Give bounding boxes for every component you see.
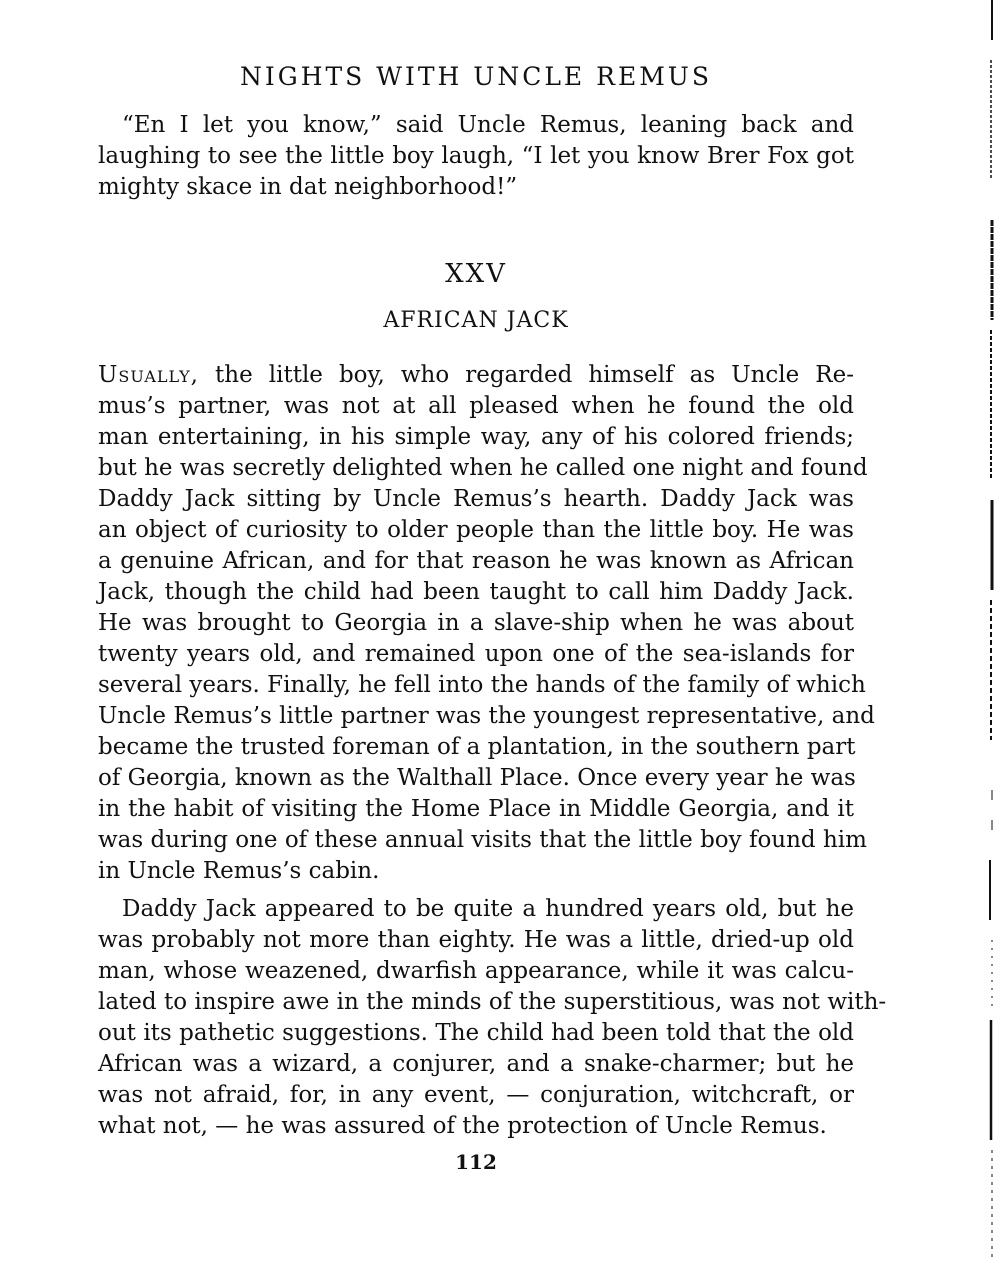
text-line: became the trusted foreman of a plantation, in the southern part — [98, 734, 856, 760]
running-head: NIGHTS WITH UNCLE REMUS — [239, 62, 712, 91]
text-line: what not, — he was assured of the protection of Uncle Remus. — [98, 1113, 827, 1139]
text-line: Daddy Jack sitting by Uncle Remus’s hearth. Daddy Jack was — [98, 486, 854, 512]
scan-binding-edge — [984, 0, 1000, 1265]
text-line: man, whose weazened, dwarfish appearance, while it was calcu- — [98, 958, 854, 984]
text-line: a genuine African, and for that reason he was known as African — [98, 548, 854, 574]
text-line: He was brought to Georgia in a slave-ship when he was about — [98, 610, 854, 636]
text-line: an object of curiosity to older people than the little boy. He was — [98, 517, 854, 543]
text-line: was during one of these annual visits that the little boy found him — [98, 827, 867, 853]
text-line: several years. Finally, he fell into the hands of the family of which — [98, 672, 866, 698]
text-line: mus’s partner, was not at all pleased when he found the old — [98, 393, 854, 419]
paragraph-2 — [98, 894, 887, 1142]
text-line: in the habit of visiting the Home Place in Middle Georgia, and it — [98, 796, 854, 822]
text-line: in Uncle Remus’s cabin. — [98, 858, 380, 884]
text-line: of Georgia, known as the Walthall Place. Once every year he was — [98, 765, 856, 791]
page-number: 112 — [455, 1150, 497, 1174]
text-line: Uncle Remus’s little partner was the youngest representative, and — [98, 703, 875, 729]
text-line: mighty skace in dat neighborhood!” — [98, 174, 518, 200]
text-line: was probably not more than eighty. He was a little, dried-up old — [98, 927, 854, 953]
chapter-number: XXV — [445, 259, 507, 289]
text-line: twenty years old, and remained upon one of the sea-islands for — [98, 641, 854, 667]
text-line — [98, 360, 854, 391]
opening-paragraph — [98, 110, 854, 203]
text-line: Daddy Jack appeared to be quite a hundred years old, but he — [122, 896, 854, 922]
text-line: laughing to see the little boy laugh, “I let you know Brer Fox got — [98, 143, 854, 169]
text-line: but he was secretly delighted when he called one night and found — [98, 455, 868, 481]
text-line: lated to inspire awe in the minds of the superstitious, was not with- — [98, 989, 887, 1015]
text-line: man entertaining, in his simple way, any of his colored friends; — [98, 424, 854, 450]
text-line: “En I let you know,” said Uncle Remus, leaning back and — [122, 112, 854, 138]
text-line: was not afraid, for, in any event, — conjuration, witchcraft, or — [98, 1082, 854, 1108]
text-line: Jack, though the child had been taught to call him Daddy Jack. — [98, 579, 854, 605]
chapter-title: AFRICAN JACK — [383, 308, 569, 333]
text-line: out its pathetic suggestions. The child had been told that the old — [98, 1020, 854, 1046]
drop-word: Usually, — [98, 362, 199, 388]
paragraph-1 — [98, 360, 875, 887]
text-line: African was a wizard, a conjurer, and a snake-charmer; but he — [98, 1051, 854, 1077]
first-line-text: the little boy, who regarded himself as Uncle Re- — [199, 362, 854, 388]
